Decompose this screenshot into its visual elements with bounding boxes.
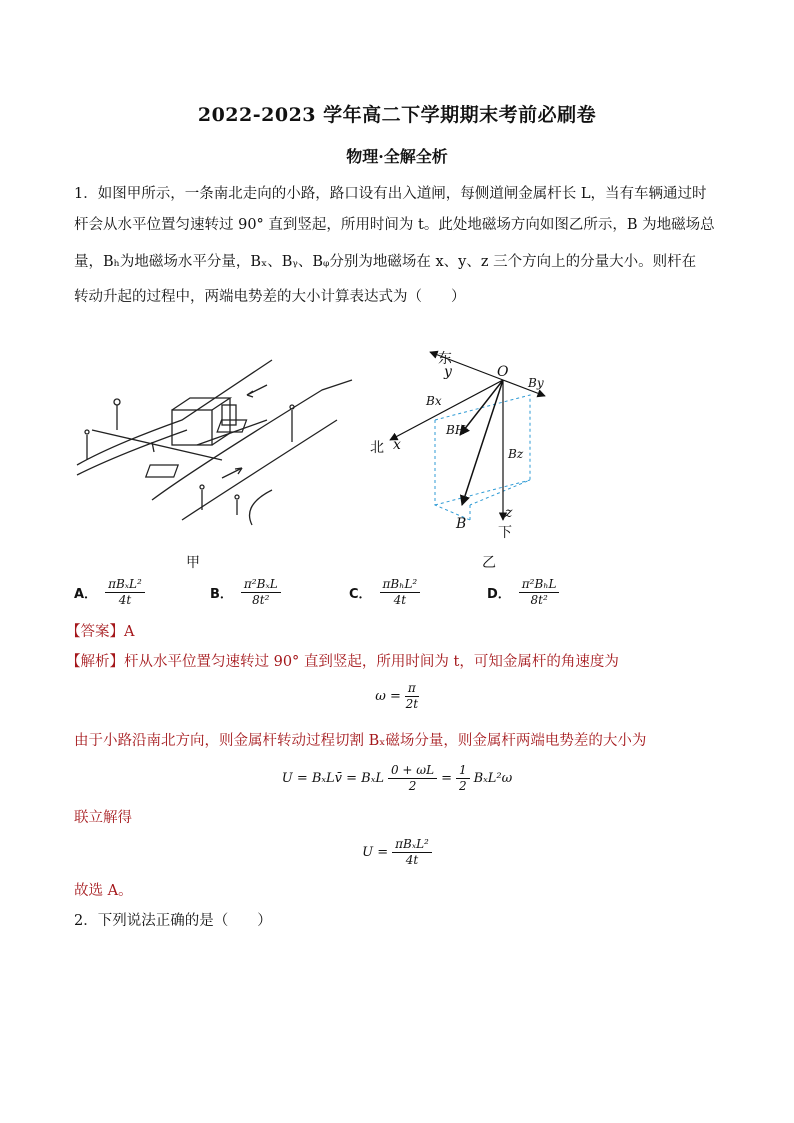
figure-yi-magnetic-field: [360, 340, 570, 540]
option-b-fraction: $\frac{\text{π²BₓL}}{\text{8t²}}$: [241, 578, 281, 607]
analysis-line-2: 由于小路沿南北方向，则金属杆转动过程切割 Bₓ磁场分量，则金属杆两端电势差的大小为: [74, 733, 647, 749]
eq2-half: $\frac{1}{2}$: [456, 764, 470, 793]
label-O: O: [497, 364, 509, 380]
option-c-fraction: $\frac{\text{πBₕL²}}{4t}$: [380, 578, 421, 607]
option-a-letter: A．: [74, 587, 98, 602]
answer-value: A: [124, 624, 135, 640]
label-z: z: [505, 505, 513, 521]
analysis-tag: 【解析】: [66, 654, 124, 670]
eq1-fraction: $\frac{\pi}{2t}$: [405, 681, 419, 711]
eq3-left: U =: [362, 845, 389, 860]
q2-line: 2．下列说法正确的是（ ）: [74, 913, 272, 929]
page-subtitle: 物理·全解全析: [346, 147, 448, 166]
option-c[interactable]: [349, 578, 420, 607]
option-d[interactable]: [487, 578, 559, 607]
q1-line-4: 转动升起的过程中，两端电势差的大小计算表达式为（ ）: [74, 289, 466, 305]
label-Bx: Bx: [426, 394, 442, 408]
analysis-line-3: 联立解得: [74, 810, 132, 826]
label-north: 北: [370, 440, 384, 456]
q1-line-1: 1．如图甲所示，一条南北走向的小路，路口设有出入道闸，每侧道闸金属杆长 L，当有车辆通过时: [74, 186, 707, 202]
figure-jia-road-barrier: [72, 350, 362, 530]
answer-line: [66, 622, 134, 642]
option-a[interactable]: [74, 578, 145, 607]
option-d-letter: D．: [487, 587, 511, 602]
option-b-letter: B．: [210, 587, 233, 602]
label-BH: BH: [446, 423, 466, 437]
equation-omega: [0, 682, 794, 711]
eq2-equals: =: [441, 771, 452, 786]
option-c-letter: C．: [349, 587, 372, 602]
q1-line-2: 杆会从水平位置匀速转过 90° 直到竖起，所用时间为 t。此处地磁场方向如图乙所示，B 为地磁场总: [74, 217, 715, 233]
label-y: y: [444, 364, 452, 380]
label-down: 下: [498, 525, 512, 541]
figure-label-yi: 乙: [482, 555, 496, 571]
eq2-fraction: $\frac{0 + \omega L}{2}$: [388, 764, 437, 793]
page-title: 2022-2023 学年高二下学期期末考前必刷卷: [197, 104, 597, 126]
label-x: x: [393, 437, 401, 453]
figure-label-jia: 甲: [186, 555, 200, 571]
option-b[interactable]: [210, 578, 281, 607]
eq2-tail: BₓL²ω: [473, 771, 513, 786]
answer-tag: 【答案】: [66, 624, 124, 640]
analysis-line-1: [66, 652, 619, 672]
q1-line-3: 量，Bₕ为地磁场水平分量，Bₓ、Bᵧ、Bᵩ分别为地磁场在 x、y、z 三个方向上的分量大小。则杆在: [74, 254, 697, 270]
label-Bz: Bz: [508, 447, 524, 461]
conclusion-line: 故选 A。: [74, 883, 133, 899]
eq1-left: ω =: [375, 689, 401, 704]
equation-result: [0, 838, 794, 867]
analysis-text-1: 杆从水平位置匀速转过 90° 直到竖起，所用时间为 t，可知金属杆的角速度为: [124, 654, 619, 670]
eq3-fraction: $\frac{\text{πBₓL²}}{4t}$: [392, 838, 432, 867]
eq2-part1: U = BₓLv̄ = BₓL: [281, 771, 384, 786]
option-a-fraction: $\frac{\text{πBₓL²}}{4t}$: [105, 578, 145, 607]
equation-voltage: [0, 764, 794, 793]
option-d-fraction: $\frac{\text{π²BₕL}}{\text{8t²}}$: [519, 578, 560, 607]
label-By: By: [528, 376, 544, 390]
label-east: 东: [438, 351, 452, 367]
label-B: B: [456, 516, 467, 532]
